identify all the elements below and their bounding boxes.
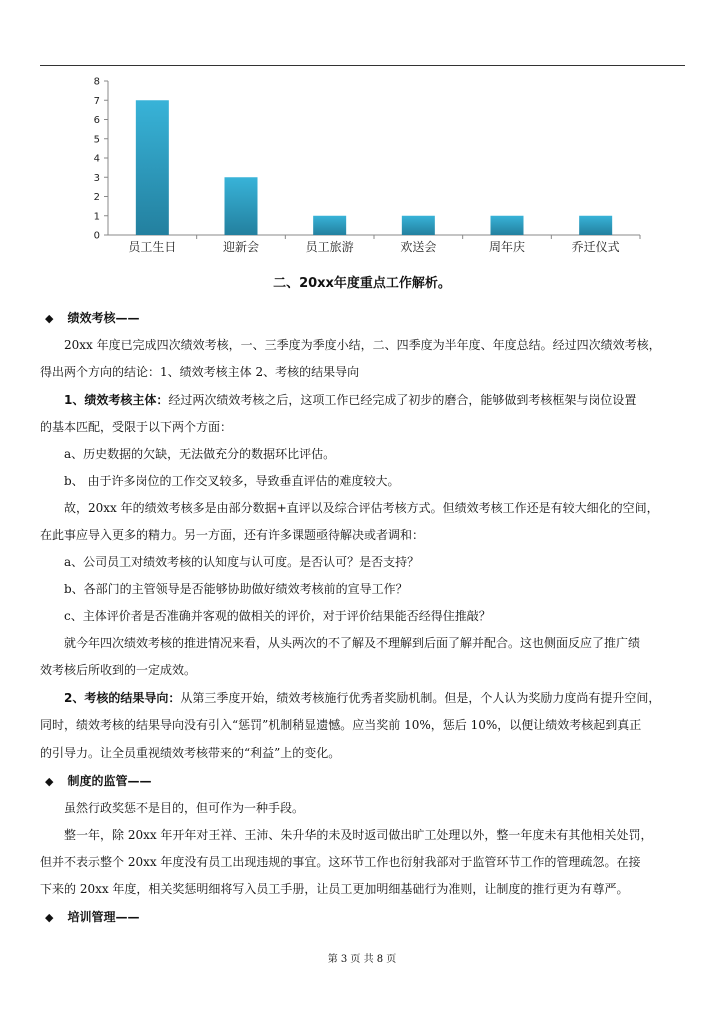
text-line xyxy=(40,826,714,844)
line-text: 的基本匹配，受限于以下两个方面： xyxy=(40,420,233,434)
text-line xyxy=(40,526,690,544)
x-tick-label: 乔迁仪式 xyxy=(571,240,620,254)
section-heading xyxy=(45,309,695,328)
section-heading xyxy=(45,908,695,927)
section-heading xyxy=(45,772,695,791)
text-line xyxy=(40,553,714,571)
x-tick-label: 欢送会 xyxy=(400,240,437,254)
text-line xyxy=(40,607,714,625)
line-text: 的引导力。让全员重视绩效考核带来的“利益”上的变化。 xyxy=(40,746,341,760)
y-tick-label: 6 xyxy=(93,115,100,126)
bold-lead: 1、绩效考核主体： xyxy=(64,393,169,407)
line-text: 效考核后所收到的一定成效。 xyxy=(40,663,197,677)
text-line xyxy=(40,716,690,734)
line-text: b、各部门的主管领导是否能够协助做好绩效考核前的宣导工作？ xyxy=(64,582,408,596)
line-text: a、历史数据的欠缺，无法做充分的数据环比评估。 xyxy=(64,447,336,461)
text-line xyxy=(40,580,714,598)
line-text: 故，20xx 年的绩效考核多是由部分数据+直评以及综合评估考核方式。但绩效考核工作还是有较大细化的空间， xyxy=(64,501,659,515)
line-text: 但并不表示整个 20xx 年度没有员工出现违规的事宜。这环节工作也衍射我部对于监管环节工作的管理疏忽。在接 xyxy=(40,855,641,869)
bold-lead: 2、考核的结果导向： xyxy=(64,691,181,705)
y-tick-label: 3 xyxy=(93,172,100,184)
y-tick-label: 0 xyxy=(93,230,100,242)
text-line xyxy=(40,363,690,381)
bar xyxy=(225,177,258,235)
line-text: c、主体评价者是否准确并客观的做相关的评价，对于评价结果能否经得住推敲？ xyxy=(64,609,491,623)
text-line xyxy=(40,418,690,436)
line-text: 经过两次绩效考核之后，这项工作已经完成了初步的磨合，能够做到考核框架与岗位设置 xyxy=(168,393,637,407)
x-tick-label: 迎新会 xyxy=(222,240,260,254)
y-tick-label: 7 xyxy=(93,95,100,107)
x-tick-label: 员工生日 xyxy=(128,240,177,254)
text-line xyxy=(40,689,714,707)
bar xyxy=(313,216,346,235)
y-tick-label: 1 xyxy=(93,211,100,223)
line-text: 下来的 20xx 年度，相关奖惩明细将写入员工手册，让员工更加明细基础行为准则，让制度的推行更为有尊严。 xyxy=(40,882,629,896)
y-tick-label: 2 xyxy=(93,192,100,203)
line-text: 虽然行政奖惩不是目的，但可作为一种手段。 xyxy=(64,801,305,815)
line-text: 绩效考核—— xyxy=(67,311,140,325)
line-text: b、 由于许多岗位的工作交叉较多，导致垂直评估的难度较大。 xyxy=(64,474,400,488)
diamond-bullet-icon: ◆ xyxy=(45,775,54,788)
line-text: 制度的监管—— xyxy=(67,774,152,788)
y-tick-label: 4 xyxy=(93,153,100,165)
text-line xyxy=(40,336,714,354)
line-text: 从第三季度开始，绩效考核施行优秀者奖励机制。但是，个人认为奖励力度尚有提升空间， xyxy=(180,691,661,705)
y-tick-label: 5 xyxy=(93,134,100,146)
text-line xyxy=(40,391,714,409)
text-line xyxy=(40,744,690,762)
line-text: 培训管理—— xyxy=(67,910,140,924)
line-text: 20xx 年度已完成四次绩效考核，一、三季度为季度小结，二、四季度为半年度、年度总结。经过四次绩效考核， xyxy=(64,338,661,352)
header-rule xyxy=(40,65,685,66)
y-tick-label: 8 xyxy=(93,76,100,88)
text-line xyxy=(40,634,714,652)
x-tick-label: 周年庆 xyxy=(488,240,526,254)
line-text: 同时，绩效考核的结果导向没有引入“惩罚”机制稍显遗憾。应当奖前 10%，惩后 10%，以便让绩效考核起到真正 xyxy=(40,718,642,732)
line-text: 就今年四次绩效考核的推进情况来看，从头两次的不了解及不理解到后面了解并配合。这也侧面反应了推广绩 xyxy=(64,636,641,650)
text-line xyxy=(40,445,714,463)
diamond-bullet-icon: ◆ xyxy=(45,911,54,924)
page-footer: 第 3 页 共 8 页 xyxy=(327,954,397,965)
diamond-bullet-icon: ◆ xyxy=(45,312,54,325)
text-line xyxy=(40,880,690,898)
x-tick-label: 员工旅游 xyxy=(305,240,354,254)
text-line xyxy=(40,799,714,817)
text-line xyxy=(40,472,714,490)
section-title: 二、20xx年度重点工作解析。 xyxy=(273,276,451,291)
text-line xyxy=(40,499,714,517)
bar xyxy=(136,100,169,235)
line-text: 整一年，除 20xx 年开年对王祥、王沛、朱升华的未及时返司做出旷工处理以外，整一年度未有其他相关处罚， xyxy=(64,828,653,842)
bar-chart xyxy=(80,72,650,262)
bar xyxy=(491,216,524,235)
bar xyxy=(579,216,612,235)
text-line xyxy=(40,853,690,871)
line-text: 得出两个方向的结论：1、绩效考核主体 2、考核的结果导向 xyxy=(40,365,360,379)
bar xyxy=(402,216,435,235)
line-text: a、公司员工对绩效考核的认知度与认可度。是否认可？是否支持？ xyxy=(64,555,420,569)
text-line xyxy=(40,661,690,679)
line-text: 在此事应导入更多的精力。另一方面，还有许多课题亟待解决或者调和： xyxy=(40,528,425,542)
